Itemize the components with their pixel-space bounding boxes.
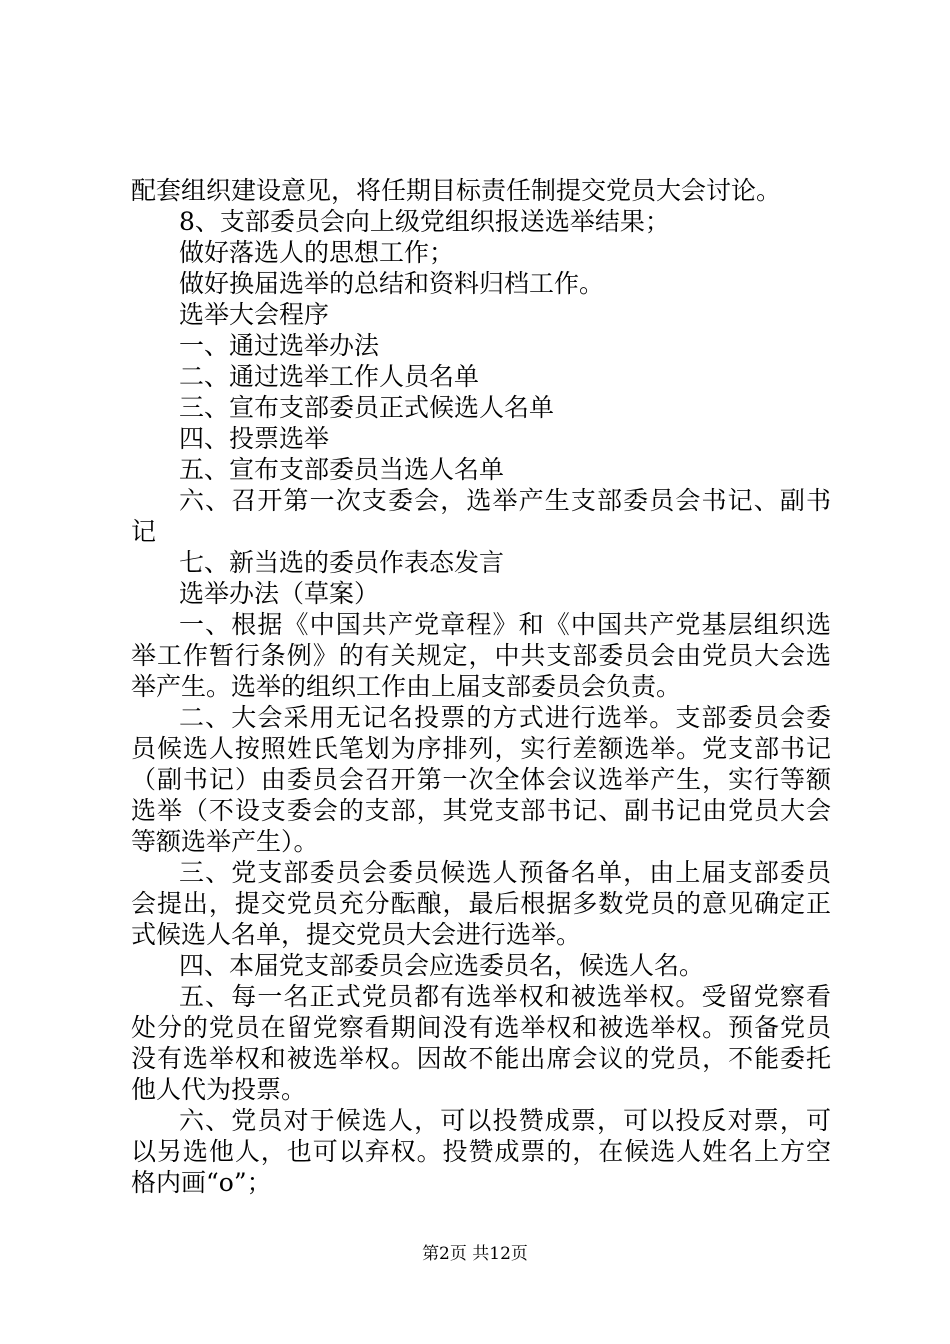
text-line: 格内画“o”；: [131, 1168, 272, 1197]
text-line: 做好落选人的思想工作；: [179, 238, 455, 267]
text-line: 六、召开第一次支委会，选举产生支部委员会书记、副书: [179, 486, 831, 515]
text-line: 记: [131, 517, 157, 546]
text-line: 处分的党员在留党察看期间没有选举权和被选举权。预备党员: [131, 1013, 831, 1042]
text-line: 以另选他人，也可以弃权。投赞成票的，在候选人姓名上方空: [131, 1137, 831, 1166]
text-line: 三、党支部委员会委员候选人预备名单，由上届支部委员: [179, 858, 831, 887]
text-line: 员候选人按照姓氏笔划为序排列，实行差额选举。党支部书记: [131, 734, 831, 763]
text-line: 四、本届党支部委员会应选委员名，候选人名。: [179, 951, 705, 980]
text-line: 选举办法（草案）: [179, 579, 380, 608]
text-line: 五、每一名正式党员都有选举权和被选举权。受留党察看: [179, 982, 831, 1011]
text-line: 三、宣布支部委员正式候选人名单: [179, 393, 555, 422]
text-line: 一、通过选举办法: [179, 331, 380, 360]
page-footer: 第2页 共12页: [422, 1244, 528, 1264]
document-body: [131, 175, 831, 1198]
text-line: 七、新当选的委员作表态发言: [179, 548, 505, 577]
text-line: 没有选举权和被选举权。因故不能出席会议的党员，不能委托: [131, 1044, 831, 1073]
text-line: 等额选举产生）。: [131, 827, 319, 856]
text-line: 四、投票选举: [179, 424, 330, 453]
text-line: 他人代为投票。: [131, 1075, 307, 1104]
text-line: 配套组织建设意见，将任期目标责任制提交党员大会讨论。: [131, 176, 782, 205]
text-line: 一、根据《中国共产党章程》和《中国共产党基层组织选: [179, 610, 831, 639]
text-line: 二、通过选举工作人员名单: [179, 362, 480, 391]
text-line: 会提出，提交党员充分酝酿，最后根据多数党员的意见确定正: [131, 889, 831, 918]
text-line: 选举（不设支委会的支部，其党支部书记、副书记由党员大会: [131, 796, 831, 825]
text-line: 式候选人名单，提交党员大会进行选举。: [131, 920, 582, 949]
text-line: 举产生。选举的组织工作由上届支部委员会负责。: [131, 672, 682, 701]
text-line: 六、党员对于候选人，可以投赞成票，可以投反对票，可: [179, 1106, 831, 1135]
text-line: （副书记）由委员会召开第一次全体会议选举产生，实行等额: [131, 765, 831, 794]
text-line: 做好换届选举的总结和资料归档工作。: [179, 269, 605, 298]
text-line: 8、支部委员会向上级党组织报送选举结果；: [179, 207, 670, 236]
text-line: 举工作暂行条例》的有关规定，中共支部委员会由党员大会选: [131, 641, 831, 670]
text-line: 选举大会程序: [179, 300, 330, 329]
text-line: 二、大会采用无记名投票的方式进行选举。支部委员会委: [179, 703, 831, 732]
text-line: 五、宣布支部委员当选人名单: [179, 455, 505, 484]
